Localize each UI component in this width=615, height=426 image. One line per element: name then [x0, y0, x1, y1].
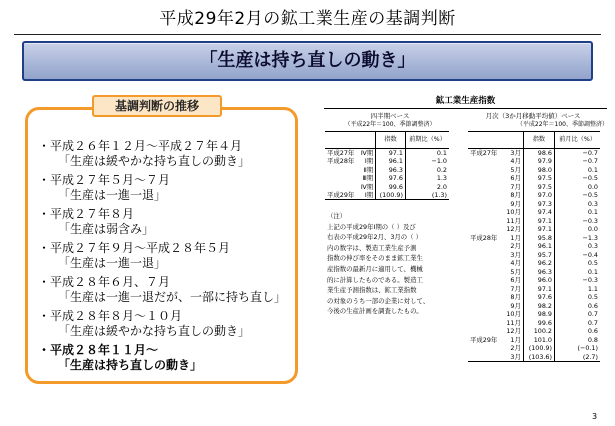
row-index-value: (100.9): [523, 344, 554, 353]
trend-item: [38, 207, 296, 241]
table-row: [468, 166, 600, 175]
row-index-value: 95.8: [523, 234, 554, 243]
title-divider: [14, 34, 601, 35]
row-period: 3月: [510, 149, 521, 157]
trend-period: ・平成２７年８月: [38, 207, 135, 221]
monthly-heading: 月次（3か月移動平均値）ベース: [485, 112, 581, 120]
row-index-value: 96.0: [523, 276, 554, 285]
row-period: 11月: [506, 216, 521, 225]
table-row: [468, 234, 600, 243]
table-header-row: [325, 132, 449, 149]
row-index-value: 96.1: [376, 157, 406, 166]
note-line: 今後の生産計画を調査したもの。: [327, 307, 423, 316]
trend-list: [38, 139, 296, 377]
trend-item: [38, 241, 296, 275]
table-row: [468, 251, 600, 260]
trend-status: 「生産は緩やかな持ち直しの動き」: [58, 154, 251, 168]
table-row: [468, 327, 600, 336]
col-header-index: 指数: [376, 132, 406, 149]
table-row: [468, 353, 600, 362]
row-period: 8月: [510, 293, 521, 302]
row-year: 平成27年: [470, 149, 498, 157]
row-period: Ⅰ期: [364, 157, 374, 166]
trend-status: 「生産は緩やかな持ち直しの動き」: [58, 324, 251, 338]
row-change-value: 0.1: [405, 149, 449, 158]
row-change-value: 0.0: [555, 183, 601, 192]
row-period: 10月: [506, 208, 521, 217]
trend-panel-label: 基調判断の推移: [92, 95, 222, 117]
row-index-value: 97.1: [523, 285, 554, 294]
table-row: [468, 183, 600, 192]
index-title-rule: [324, 108, 607, 109]
row-change-value: (−0.1): [555, 344, 601, 353]
row-period: 3月: [510, 250, 521, 259]
row-index-value: 99.6: [376, 183, 406, 192]
row-change-value: 0.5: [555, 293, 601, 302]
monthly-index-table: [468, 131, 600, 362]
col-header-change: 前月比（%）: [555, 132, 601, 149]
note-line: 内の数字は、製造工業生産予測: [327, 243, 417, 252]
note-line: 上記の平成29年Ⅰ期の（ ）及び: [327, 222, 416, 231]
row-change-value: 0.2: [405, 166, 449, 175]
row-change-value: −0.4: [555, 251, 601, 260]
row-index-value: 100.2: [523, 327, 554, 336]
trend-status: 「生産は弱含み」: [58, 222, 155, 236]
row-period: 2月: [510, 242, 521, 251]
row-change-value: −0.7: [555, 157, 601, 166]
quarterly-heading: 四半期ベース: [370, 112, 410, 120]
row-period: 5月: [510, 267, 521, 276]
col-header-change: 前期比（%）: [405, 132, 449, 149]
row-period: Ⅰ期: [358, 191, 376, 200]
trend-item: [38, 173, 296, 207]
row-index-value: 97.3: [523, 200, 554, 209]
row-year: [468, 166, 502, 175]
row-period: 11月: [506, 318, 521, 327]
row-index-value: 98.0: [523, 166, 554, 175]
notes: [327, 211, 459, 317]
row-index-value: 97.5: [523, 174, 554, 183]
row-year: 平成28年: [470, 233, 498, 242]
row-change-value: −1.0: [405, 157, 449, 166]
row-change-value: 0.1: [555, 268, 601, 277]
row-period: 4月: [510, 157, 521, 166]
row-year: [325, 166, 358, 175]
monthly-base-note: （平成22年＝100、季節調整済）: [516, 121, 608, 128]
header-blank: [325, 132, 358, 149]
row-change-value: 0.6: [555, 327, 601, 336]
note-line: 右表の平成29年2月、3月の（ ）: [327, 233, 422, 242]
table-row: [468, 302, 600, 311]
row-change-value: 0.0: [555, 225, 601, 234]
row-change-value: −0.5: [555, 174, 601, 183]
trend-item-current: [38, 343, 296, 377]
headline-text: 「生産は持ち直しの動き」: [199, 50, 416, 71]
trend-status: 「生産は一進一退」: [58, 188, 167, 202]
row-period: 7月: [510, 182, 521, 191]
row-year: [468, 302, 502, 311]
note-line: 業生産予測指数は、鉱工業指数: [327, 286, 417, 295]
page-number: 3: [592, 412, 598, 421]
row-change-value: −0.5: [555, 191, 601, 200]
row-year: [468, 191, 502, 200]
row-change-value: 0.7: [555, 319, 601, 328]
row-period: 6月: [510, 276, 521, 285]
row-index-value: 97.9: [523, 157, 554, 166]
row-change-value: 0.5: [555, 259, 601, 268]
row-period: 3月: [502, 353, 523, 362]
headline-banner: [22, 41, 593, 81]
table-row: [468, 344, 600, 353]
row-year: [325, 174, 358, 183]
trend-period: ・平成２８年１１月～: [38, 343, 159, 357]
trend-period: ・平成２７年５月～７月: [38, 173, 171, 187]
row-index-value: (100.9): [376, 191, 406, 200]
row-change-value: (2.7): [555, 353, 601, 362]
row-year: [468, 310, 502, 319]
row-year: [468, 327, 502, 336]
table-row: [325, 191, 449, 200]
row-year: [325, 183, 358, 192]
trend-period: ・平成２８年８月～１０月: [38, 309, 183, 323]
table-row: [468, 225, 600, 234]
row-index-value: 97.6: [523, 293, 554, 302]
row-change-value: 0.1: [555, 166, 601, 175]
row-period: Ⅳ期: [360, 182, 374, 191]
table-row: [468, 149, 600, 158]
trend-period: ・平成２８年６月、７月: [38, 275, 171, 289]
table-row: [468, 174, 600, 183]
row-period: 1月: [510, 335, 521, 344]
trend-status: 「生産は一進一退」: [58, 256, 167, 270]
table-row: [325, 166, 449, 175]
row-index-value: (103.6): [523, 353, 554, 362]
note-line: 指数の伸び率をそのまま鉱工業生: [327, 254, 423, 263]
row-change-value: −0.7: [555, 149, 601, 158]
trend-period: ・平成２６年１２月～平成２７年４月: [38, 139, 243, 153]
trend-period: ・平成２７年９月～平成２８年５月: [38, 241, 231, 255]
row-index-value: 96.3: [376, 166, 406, 175]
row-period: 9月: [510, 301, 521, 310]
table-row: [468, 157, 600, 166]
row-year: [468, 200, 502, 209]
table-row: [468, 276, 600, 285]
trend-item: [38, 139, 296, 173]
quarterly-base-note: （平成22年＝100、季節調整済）: [344, 121, 436, 128]
row-change-value: 0.8: [555, 336, 601, 345]
index-title: 鉱工業生産指数: [435, 96, 496, 106]
table-row: [468, 293, 600, 302]
row-index-value: 99.6: [523, 319, 554, 328]
row-year: [468, 217, 502, 226]
table-row: [468, 268, 600, 277]
row-year: 平成28年: [327, 157, 355, 166]
header-blank: [502, 132, 523, 149]
row-year: [468, 259, 502, 268]
table-row: [468, 191, 600, 200]
row-index-value: 97.1: [523, 217, 554, 226]
row-period: 6月: [510, 174, 521, 183]
row-change-value: 0.3: [555, 200, 601, 209]
table-row: [468, 336, 600, 345]
table-row: [325, 157, 449, 166]
table-row: [468, 217, 600, 226]
row-year: [468, 174, 502, 183]
row-change-value: 0.7: [555, 310, 601, 319]
table-row: [468, 208, 600, 217]
row-index-value: 97.5: [523, 183, 554, 192]
row-change-value: −0.3: [555, 217, 601, 226]
row-change-value: 2.0: [405, 183, 449, 192]
row-change-value: (1.3): [405, 191, 449, 200]
col-header-index: 指数: [523, 132, 554, 149]
row-index-value: 97.6: [376, 174, 406, 183]
row-change-value: −1.3: [555, 234, 601, 243]
table-row: [468, 319, 600, 328]
row-index-value: 96.2: [523, 259, 554, 268]
row-change-value: 0.1: [555, 208, 601, 217]
row-index-value: 97.0: [523, 191, 554, 200]
row-index-value: 98.6: [523, 149, 554, 158]
row-year: [468, 268, 502, 277]
row-change-value: 0.3: [555, 242, 601, 251]
row-index-value: 96.1: [523, 242, 554, 251]
row-period: 2月: [510, 344, 521, 353]
table-row: [325, 174, 449, 183]
row-period: Ⅳ期: [360, 149, 374, 157]
table-row: [468, 259, 600, 268]
row-year: [468, 344, 502, 353]
row-period: 5月: [510, 165, 521, 174]
row-year: [468, 225, 502, 234]
note-line: （注）: [327, 212, 347, 220]
row-period: 4月: [510, 259, 521, 268]
header-blank: [358, 132, 376, 149]
trend-item: [38, 309, 296, 343]
row-change-value: 0.6: [555, 302, 601, 311]
row-index-value: 97.1: [523, 225, 554, 234]
row-index-value: 95.7: [523, 251, 554, 260]
row-year: [468, 208, 502, 217]
table-row: [468, 242, 600, 251]
row-period: 12月: [506, 327, 521, 336]
quarterly-index-table: [325, 131, 449, 200]
row-index-value: 96.3: [523, 268, 554, 277]
note-line: 的に計算したものである。製造工: [327, 275, 423, 284]
row-index-value: 97.1: [376, 149, 406, 158]
table-row: [325, 183, 449, 192]
row-period: 1月: [510, 233, 521, 242]
row-index-value: 101.0: [523, 336, 554, 345]
row-period: 8月: [510, 191, 521, 200]
page-title: 平成29年2月の鉱工業生産の基調判断: [159, 9, 456, 29]
row-change-value: −0.3: [555, 276, 601, 285]
row-year: [468, 353, 502, 362]
row-period: 10月: [506, 310, 521, 319]
row-period: Ⅱ期: [363, 165, 374, 174]
row-period: Ⅲ期: [362, 174, 374, 183]
row-year: [468, 319, 502, 328]
row-change-value: 1.3: [405, 174, 449, 183]
row-index-value: 98.9: [523, 310, 554, 319]
header-blank: [468, 132, 502, 149]
trend-status: 「生産は持ち直しの動き」: [58, 358, 203, 372]
row-year: [468, 293, 502, 302]
row-period: 7月: [510, 284, 521, 293]
table-header-row: [468, 132, 600, 149]
row-period: 12月: [506, 225, 521, 234]
row-year: [468, 157, 502, 166]
row-year: 平成29年: [325, 191, 358, 200]
note-line: 産指数の最新月に適用して、機械: [327, 264, 423, 273]
table-row: [468, 310, 600, 319]
table-row: [325, 149, 449, 158]
row-year: [468, 251, 502, 260]
trend-status: 「生産は一進一退だが、一部に持ち直し」: [58, 290, 287, 304]
row-year: [468, 285, 502, 294]
row-year: [468, 276, 502, 285]
row-period: 9月: [510, 199, 521, 208]
row-year: 平成27年: [327, 149, 355, 157]
row-index-value: 98.2: [523, 302, 554, 311]
row-year: [468, 183, 502, 192]
row-year: 平成29年: [470, 335, 498, 344]
row-index-value: 97.4: [523, 208, 554, 217]
note-line: の対象のうち一部の企業に対して、: [327, 296, 430, 305]
table-row: [468, 200, 600, 209]
row-year: [468, 242, 502, 251]
trend-item: [38, 275, 296, 309]
table-row: [468, 285, 600, 294]
row-change-value: 1.1: [555, 285, 601, 294]
